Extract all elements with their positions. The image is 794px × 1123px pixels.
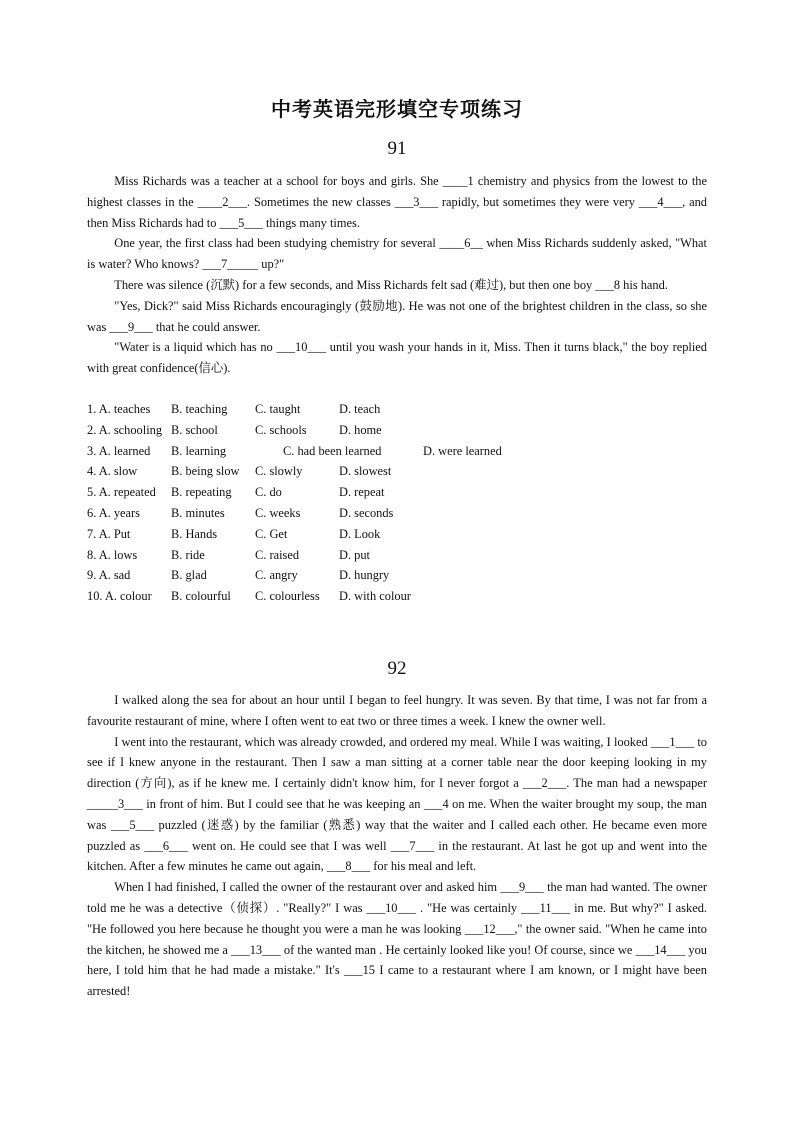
option-d: D. seconds [339, 505, 394, 520]
option-d: D. slowest [339, 464, 392, 479]
option-d: D. hungry [339, 568, 390, 583]
section-number-91: 91 [387, 138, 407, 159]
option-row [87, 503, 707, 524]
option-c: C. weeks [255, 505, 301, 520]
passage-paragraph: "Yes, Dick?" said Miss Richards encouragingly (鼓励地). He was not one of the brightest children in the class, so she was ___9___ that he could answer. [87, 298, 707, 334]
option-b: B. learning [171, 443, 227, 458]
option-row [87, 586, 707, 607]
passage-paragraph: I walked along the sea for about an hour until I began to feel hungry. It was seven. By that time, I was not far from a favourite restaurant of mine, where I often went to eat two or three times a week. I knew the owner well. [87, 693, 707, 728]
option-c: C. schools [255, 422, 307, 437]
option-c: C. had been learned [283, 443, 382, 458]
option-a: 8. A. lows [87, 547, 138, 562]
option-c: C. Get [255, 526, 288, 541]
option-d: D. home [339, 422, 382, 437]
passage-paragraph: When I had finished, I called the owner of the restaurant over and asked him ___9___ the man had wanted. The owner told me he was a detective（侦探）. "Really?" I was ___10___ . "He was certainly ___11___ in me. But why?" I asked. "He followed you here because he thought you were a man he was looking ___12___," the owner said. "When he came into the kitchen, he showed me a ___13___ of the wanted man . He certainly looked like you! Of course, since we ___14___ you here, I told him that he had made a mistake." It's ___15 I came to a restaurant where I am known, or I might have been arrested! [87, 880, 707, 999]
option-b: B. repeating [171, 485, 232, 500]
option-a: 9. A. sad [87, 568, 131, 583]
option-row [87, 545, 707, 566]
option-a: 7. A. Put [87, 526, 131, 541]
option-c: C. do [255, 485, 282, 500]
option-b: B. ride [171, 547, 205, 562]
option-a: 1. A. teaches [87, 402, 151, 416]
passage-92 [87, 690, 707, 1002]
option-row [87, 441, 707, 462]
option-b: B. minutes [171, 505, 225, 520]
option-row [87, 399, 707, 420]
option-c: C. taught [255, 402, 301, 416]
passage-paragraph: "Water is a liquid which has no ___10___ until you wash your hands in it, Miss. Then it turns black," the boy replied with great confidence(信心). [87, 340, 707, 376]
passage-paragraph: There was silence (沉默) for a few seconds, and Miss Richards felt sad (难过), but then one boy ___8 his hand. [114, 277, 668, 292]
passage-paragraph: I went into the restaurant, which was already crowded, and ordered my meal. While I was waiting, I looked ___1___ to see if I knew anyone in the restaurant. Then I saw a man sitting at a corner table near the door keeping looking in my direction (方向), as if he knew me. I certainly didn't know him, for I never forgot a ___2___. The man had a newspaper _____3___ in front of him. But I could see that he was keeping an ___4 on me. When the waiter brought my soup, the man was ___5___ puzzled (迷惑) by the familiar (熟悉) way that the waiter and I called each other. He became even more puzzled as ___6___ went on. He could see that I was well ___7___ in the restaurant. At last he got up and went into the kitchen. After a few minutes he came out again, ___8___ for his meal and left. [87, 734, 707, 874]
option-b: B. school [171, 422, 218, 437]
option-d: D. repeat [339, 485, 385, 500]
option-d: D. teach [339, 402, 381, 416]
option-d: D. were learned [423, 443, 502, 458]
page-title: 中考英语完形填空专项练习 [271, 97, 523, 121]
section-number-92: 92 [387, 658, 407, 679]
passage-91 [87, 171, 707, 379]
option-c: C. colourless [255, 589, 320, 604]
option-d: D. put [339, 547, 370, 562]
option-b: B. being slow [171, 464, 240, 479]
option-row [87, 420, 707, 441]
passage-paragraph: One year, the first class had been studying chemistry for several ____6__ when Miss Richards suddenly asked, "What is water? Who knows? ___7_____ up?" [87, 236, 707, 272]
passage-paragraph: Miss Richards was a teacher at a school for boys and girls. She ____1 chemistry and physics from the lowest to the highest classes in the ____2___. Sometimes the new classes ___3___ rapidly, but sometimes they were very ___4___, and then Miss Richards had to ___5___ things many times. [87, 174, 707, 230]
option-b: B. Hands [171, 526, 218, 541]
option-a: 5. A. repeated [87, 485, 156, 500]
option-row [87, 524, 707, 545]
option-a: 4. A. slow [87, 464, 138, 479]
options-91 [87, 399, 707, 607]
option-b: B. glad [171, 568, 207, 583]
option-a: 2. A. schooling [87, 422, 163, 437]
option-d: D. Look [339, 526, 381, 541]
option-c: C. angry [255, 568, 298, 583]
option-d: D. with colour [339, 589, 411, 604]
option-a: 6. A. years [87, 505, 140, 520]
option-row [87, 461, 707, 482]
option-b: B. colourful [171, 589, 231, 604]
option-row [87, 565, 707, 586]
option-c: C. slowly [255, 464, 303, 479]
option-a: 3. A. learned [87, 443, 151, 458]
option-a: 10. A. colour [87, 589, 152, 604]
option-b: B. teaching [171, 402, 228, 416]
option-c: C. raised [255, 547, 300, 562]
option-row [87, 482, 707, 503]
